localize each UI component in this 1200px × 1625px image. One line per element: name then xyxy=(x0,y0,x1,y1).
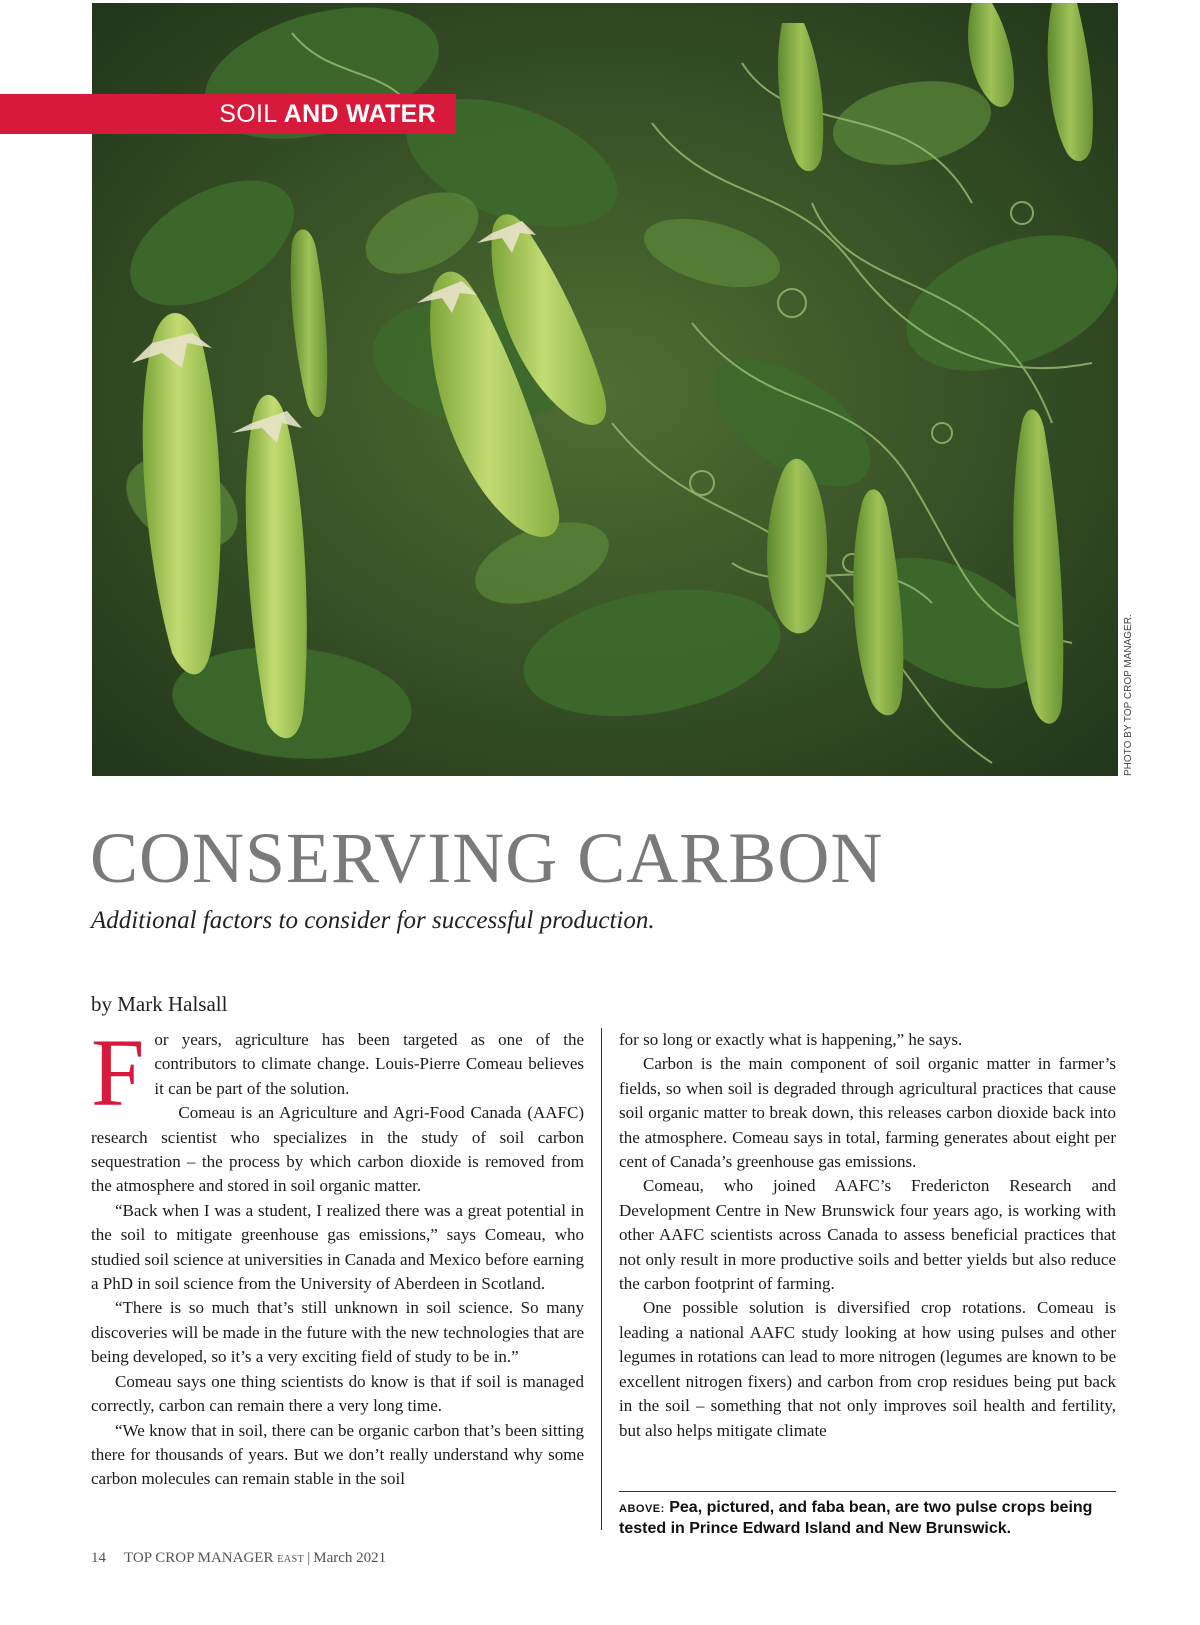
section-tag-light: SOIL xyxy=(219,100,277,128)
article-paragraph: “There is so much that’s still unknown in soil science. So many discoveries will be made in the future with the new technologies that are being developed, so it’s a very exciting field of study to be in.” xyxy=(91,1298,584,1367)
footer-separator: | xyxy=(307,1550,311,1566)
section-tag-bold: AND WATER xyxy=(283,100,436,128)
magazine-name: TOP CROP MANAGER xyxy=(124,1550,274,1566)
edition-label: EAST xyxy=(277,1554,305,1565)
article-paragraph: Comeau is an Agriculture and Agri-Food Canada (AAFC) research scientist who specializes in the study of soil carbon sequestration – the process by which carbon dioxide is removed from the atmosphere and stored in soil organic matter. xyxy=(91,1103,584,1196)
caption-text: Pea, pictured, and faba bean, are two pulse crops being tested in Prince Edward Island and New Brunswick. xyxy=(619,1499,1093,1537)
article-paragraph: One possible solution is diversified crop rotations. Comeau is leading a national AAFC study looking at how using pulses and other legumes in rotations can lead to more nitrogen (legumes are known to be excellent nitrogen fixers) and carbon from crop residues being put back in the soil – something that not only improves soil health and fertility, but also helps mitigate climate xyxy=(619,1298,1116,1440)
issue-date: March 2021 xyxy=(313,1550,387,1566)
photo-credit: PHOTO BY TOP CROP MANAGER. xyxy=(1123,614,1134,776)
article-paragraph: Comeau, who joined AAFC’s Fredericton Research and Development Centre in New Brunswick four years ago, is working with other AAFC scientists across Canada to assess beneficial practices that not only result in more productive soils and better yields but also reduce the carbon footprint of farming. xyxy=(619,1176,1116,1294)
page-footer xyxy=(91,1548,386,1570)
article-paragraph: “We know that in soil, there can be organic carbon that’s been sitting there for thousands of years. But we don’t really understand why some carbon molecules can remain stable in the soil xyxy=(91,1420,584,1489)
section-tag xyxy=(0,94,456,134)
byline: by Mark Halsall xyxy=(91,992,228,1016)
article-paragraph: Carbon is the main component of soil organic matter in farmer’s fields, so when soil is degraded through agricultural practices that cause soil organic matter to break down, this releases carbon dioxide back into the atmosphere. Comeau says in total, farming generates about eight per cent of Canada’s greenhouse gas emissions. xyxy=(619,1054,1116,1172)
article-headline: CONSERVING CARBON xyxy=(90,818,884,898)
column-divider xyxy=(601,1028,602,1530)
article-column-left xyxy=(91,1019,584,1492)
caption-lead: ABOVE: xyxy=(619,1503,665,1515)
page-number: 14 xyxy=(91,1550,106,1566)
article-subhead: Additional factors to consider for successful production. xyxy=(91,907,655,934)
caption-divider xyxy=(619,1491,1116,1492)
drop-cap: F xyxy=(91,1019,145,1126)
article-paragraph: for so long or exactly what is happening,” he says. xyxy=(619,1030,963,1049)
article-paragraph: For years, agriculture has been targeted as one of the contributors to climate change. Louis-Pierre Comeau believes it can be part of the solution. xyxy=(91,1019,584,1126)
photo-caption xyxy=(619,1498,1116,1539)
article-paragraph: Comeau says one thing scientists do know is that if soil is managed correctly, carbon can remain there a very long time. xyxy=(91,1371,584,1416)
article-paragraph: “Back when I was a student, I realized there was a great potential in the soil to mitigate greenhouse gas emissions,” says Comeau, who studied soil science at universities in Canada and Mexico before earning a PhD in soil science from the University of Aberdeen in Scotland. xyxy=(91,1200,584,1294)
article-column-right xyxy=(619,1028,1116,1458)
